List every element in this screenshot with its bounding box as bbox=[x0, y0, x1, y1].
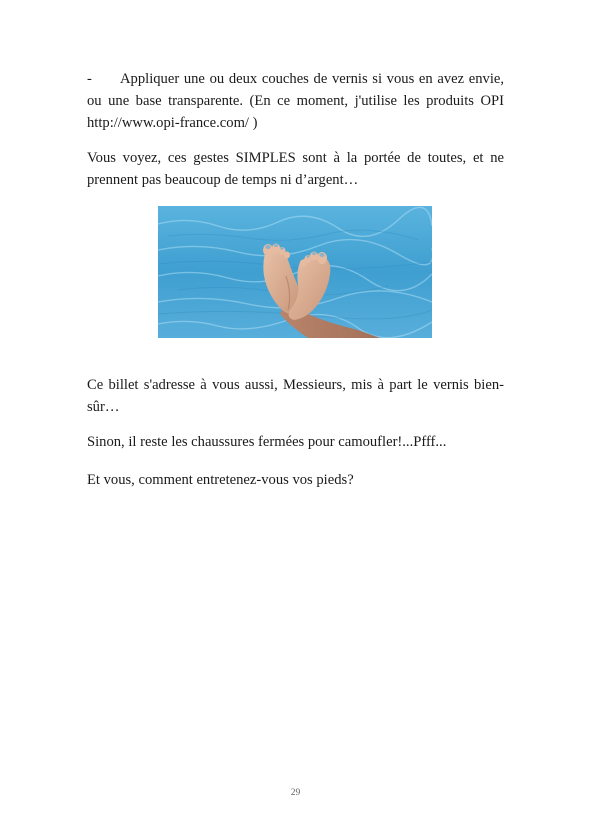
feet-pool-photo bbox=[158, 206, 432, 338]
paragraph-nail-polish-text: Appliquer une ou deux couches de vernis si vous en avez envie, ou une base transparente. (En ce moment, j'utilise les produits OPI http://www.opi-france.com/ ) bbox=[87, 71, 504, 131]
paragraph-nail-polish bbox=[87, 68, 504, 134]
paragraph-gentlemen: Ce billet s'adresse à vous aussi, Messieurs, mis à part le vernis bien-sûr… bbox=[87, 377, 504, 415]
paragraph-question: Et vous, comment entretenez-vous vos pieds? bbox=[87, 472, 354, 488]
page-number: 29 bbox=[290, 788, 301, 798]
list-dash: - bbox=[87, 71, 92, 87]
paragraph-simple-gestures: Vous voyez, ces gestes SIMPLES sont à la portée de toutes, et ne prennent pas beaucoup de temps ni d’argent… bbox=[87, 150, 504, 188]
paragraph-closed-shoes: Sinon, il reste les chaussures fermées pour camoufler!...Pfff... bbox=[87, 434, 447, 450]
